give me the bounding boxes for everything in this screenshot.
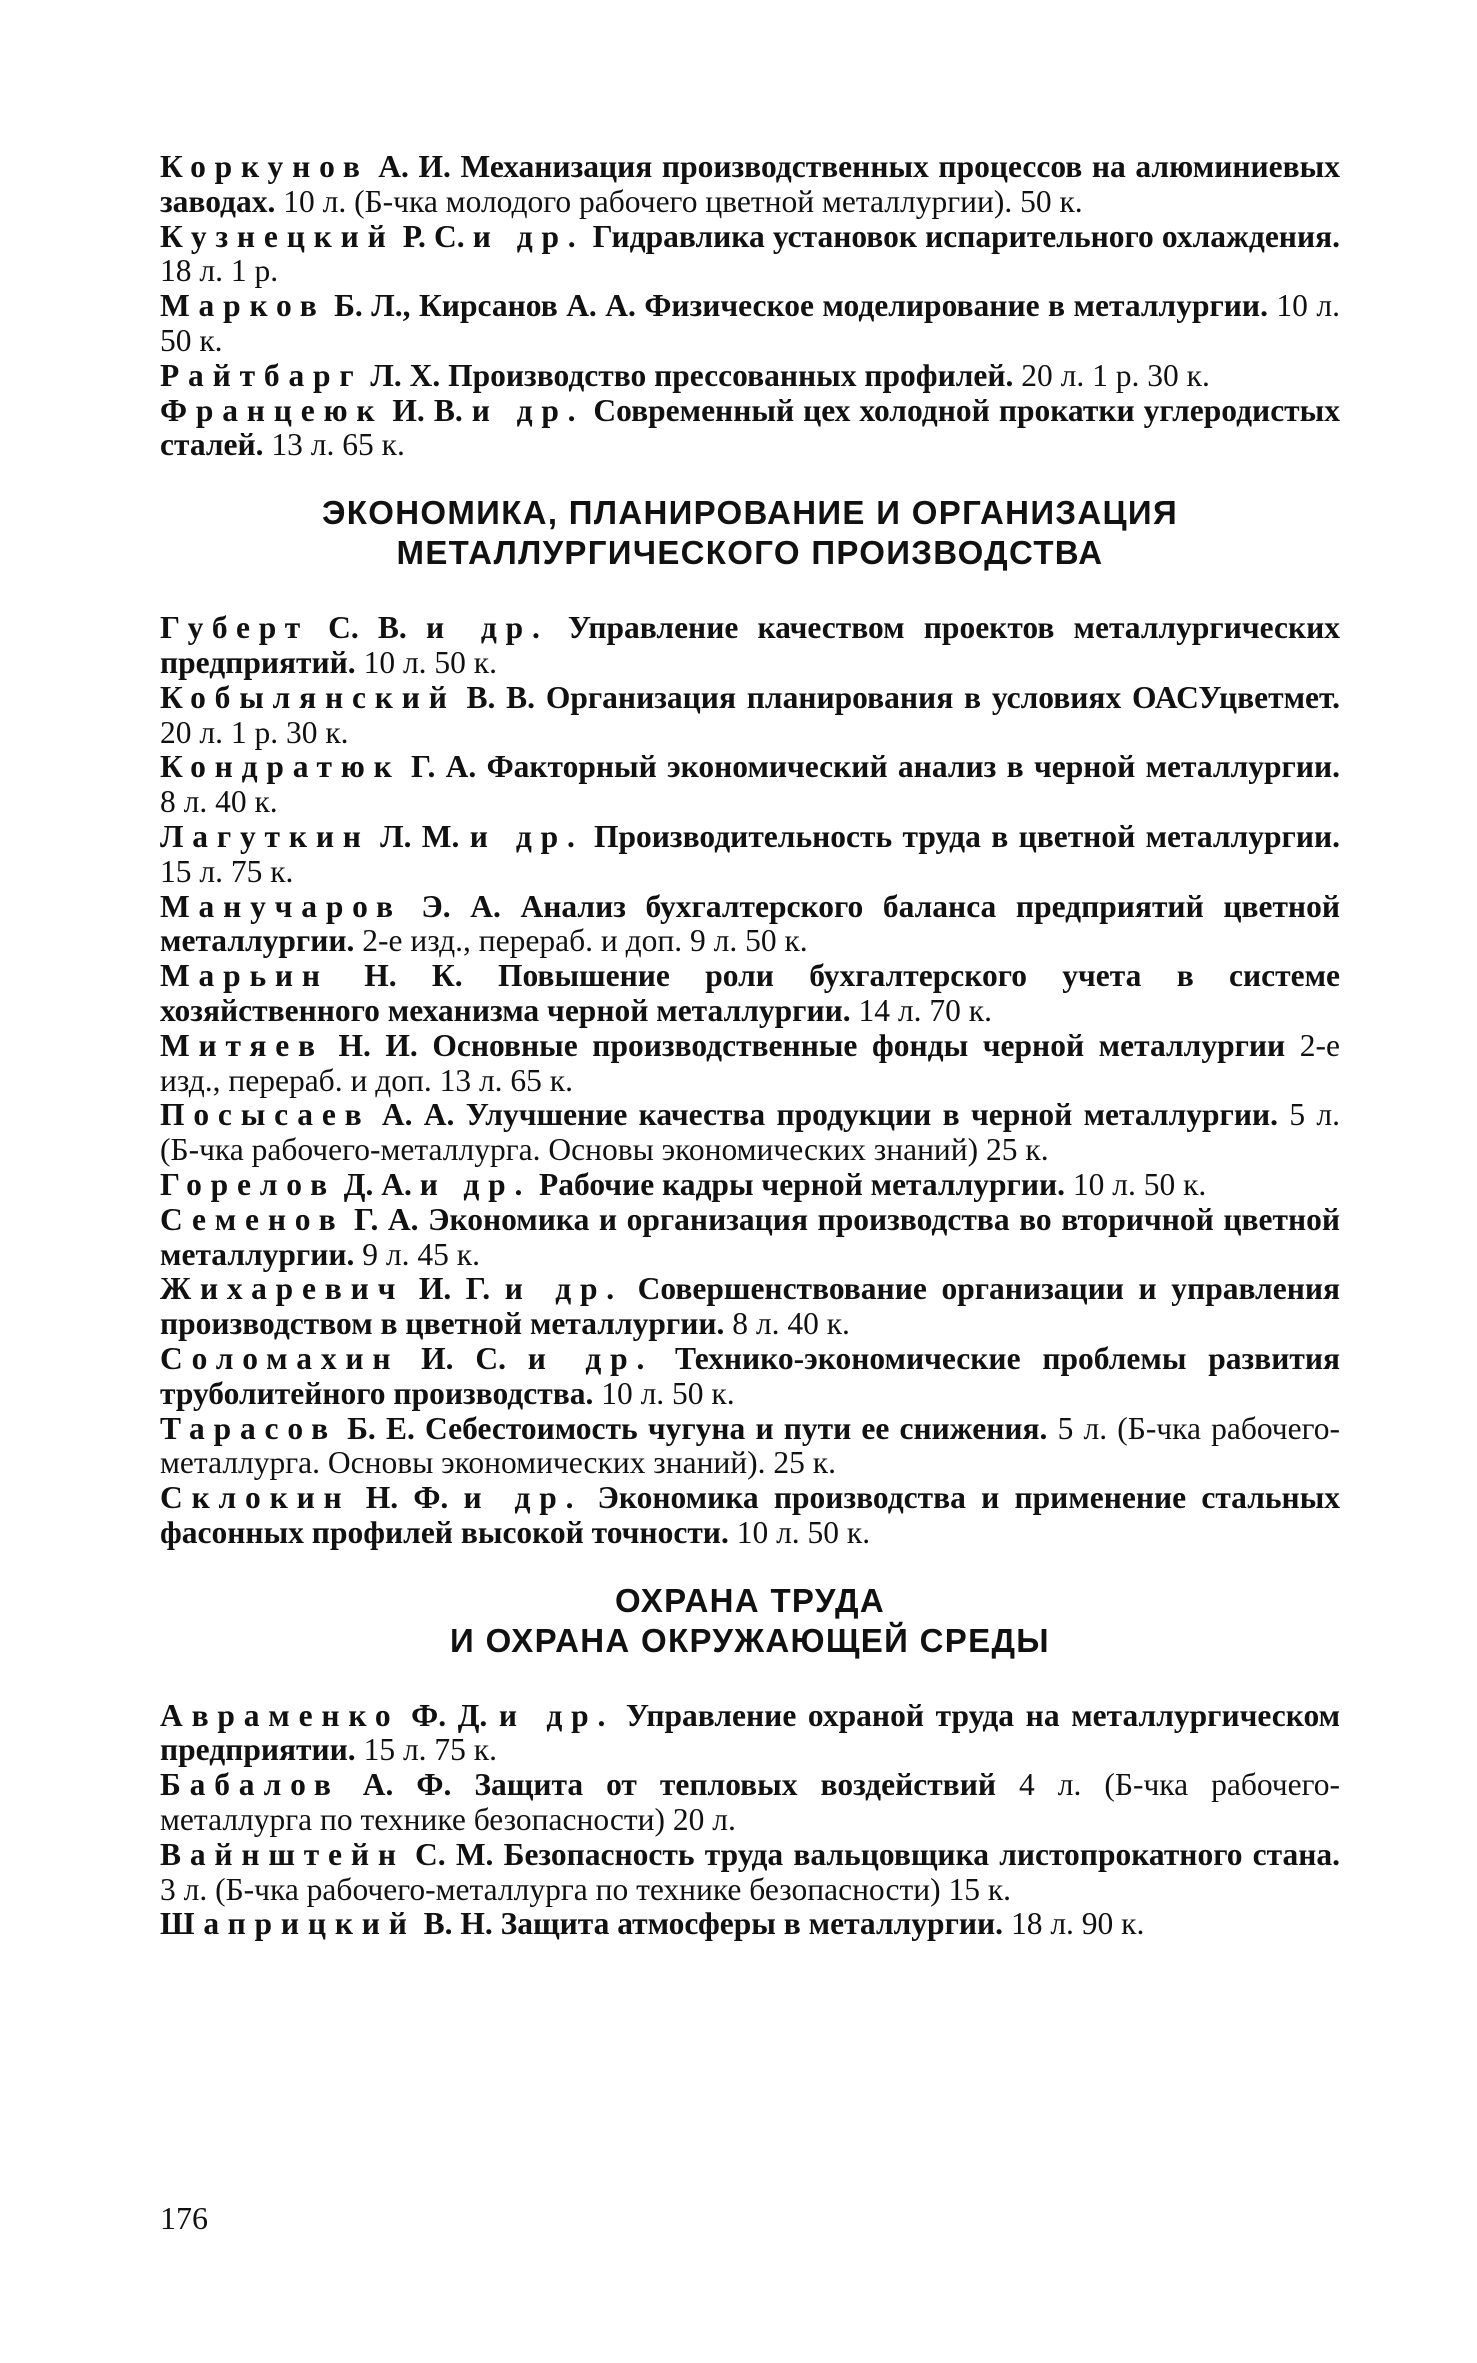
entry-details: 10 л. 50 к. <box>363 644 497 680</box>
bibliography-entry <box>160 1907 1340 1942</box>
entry-author: Соломахин <box>160 1340 400 1376</box>
entry-initials: Н. Ф. <box>365 1480 449 1516</box>
entry-etal: и др. <box>469 818 584 854</box>
entry-author: Францеюк <box>160 392 384 428</box>
entry-title: Основные производственные фонды черной металлургии <box>432 1027 1286 1063</box>
entry-title: Физическое моделирование в металлургии. <box>644 288 1268 324</box>
section-heading-safety <box>160 1581 1340 1661</box>
entry-title: Механизация производственных процессов на алюминиевых заводах. <box>160 149 1341 219</box>
entry-author: Вайнштейн <box>160 1836 405 1872</box>
bibliography-entry <box>160 1838 1340 1908</box>
bibliography-entry <box>160 359 1340 394</box>
entry-initials: Г. А. <box>410 749 477 785</box>
entry-initials: Б. Е. <box>347 1410 415 1446</box>
entry-details: 3 л. (Б-чка рабочего-металлурга по технике безопасности) 15 к. <box>160 1871 1011 1907</box>
entry-author: Кузнецкий <box>160 218 395 254</box>
entry-details: 10 л. 50 к. <box>160 288 1340 358</box>
entry-details: 20 л. 1 р. 30 к. <box>1021 357 1210 393</box>
entry-initials: Ф. Д. <box>411 1697 488 1733</box>
bibliography-entry <box>160 289 1340 359</box>
entry-details: 2-е изд., перераб. и доп. 9 л. 50 к. <box>362 923 808 959</box>
entry-initials: Л. Х. <box>370 357 441 393</box>
bibliography-entry <box>160 1412 1340 1482</box>
entry-initials: А. А. <box>381 1097 455 1133</box>
entry-details: 14 л. 70 к. <box>858 992 992 1028</box>
entry-etal: и др. <box>527 1340 654 1376</box>
entry-details: 10 л. 50 к. <box>601 1375 735 1411</box>
bibliography-entry <box>160 820 1340 890</box>
entry-initials: Р. С. <box>402 218 465 254</box>
entry-title: Гидравлика установок испарительного охлаждения. <box>592 218 1341 254</box>
entry-initials: В. В. <box>466 679 536 715</box>
entry-details: 15 л. 75 к. <box>363 1732 497 1768</box>
bibliography-entry <box>160 220 1340 290</box>
entry-initials: Б. Л., Кирсанов А. А. <box>334 288 636 324</box>
bibliography-entry <box>160 1768 1340 1838</box>
entry-details: 8 л. 40 к. <box>732 1306 850 1342</box>
entry-etal: и др. <box>498 1697 615 1733</box>
entry-details: 5 л. (Б-чка рабочего-металлурга. Основы экономических знаний). 25 к. <box>160 1410 1341 1481</box>
entry-author: Манучаров <box>160 888 402 924</box>
entry-initials: А. И. <box>378 149 451 184</box>
entry-title: Себестоимость чугуна и пути ее снижения. <box>425 1410 1048 1446</box>
bibliography-entry <box>160 1481 1340 1551</box>
entry-author: Кондратюк <box>160 749 401 785</box>
entry-initials: А. Ф. <box>362 1767 452 1803</box>
entry-author: Тарасов <box>160 1410 337 1446</box>
entry-details: 8 л. 40 к. <box>160 784 278 820</box>
bibliography-entry <box>160 150 1340 220</box>
entry-details: 2-е изд., перераб. и доп. 13 л. 65 к. <box>160 1027 1341 1098</box>
entry-etal: и др. <box>419 1166 532 1202</box>
entry-initials: И. В. <box>392 392 463 428</box>
entry-author: Горелов <box>160 1166 336 1202</box>
bibliography-entry <box>160 959 1340 1029</box>
entry-details: 10 л. (Б-чка молодого рабочего цветной металлургии). 50 к. <box>283 183 1083 219</box>
bibliography-entry <box>160 394 1340 464</box>
entry-details: 10 л. 50 к. <box>736 1514 871 1550</box>
entry-title: Анализ бухгалтерского баланса предприятий цветной металлургии. <box>160 888 1340 959</box>
entry-author: Марков <box>160 288 326 324</box>
bibliography-entry <box>160 1272 1340 1342</box>
entry-details: 18 л. 90 к. <box>1010 1906 1145 1942</box>
entry-author: Кобылянский <box>160 679 456 715</box>
entry-author: Лагуткин <box>160 818 370 854</box>
entry-title: Управление качеством проектов металлургических предприятий. <box>160 610 1341 680</box>
entry-title: Управление охраной труда на металлургическом предприятии. <box>160 1697 1341 1768</box>
bibliography-entry <box>160 750 1340 820</box>
entry-title: Экономика и организация производства во вторичной цветной металлургии. <box>160 1201 1341 1272</box>
entry-title: Современный цех холодной прокатки углеродистых сталей. <box>160 392 1340 463</box>
entry-initials: Г. А. <box>354 1201 419 1237</box>
entry-title: Факторный экономический анализ в черной металлургии. <box>486 749 1340 785</box>
entry-title: Производство прессованных профилей. <box>448 357 1014 393</box>
entry-initials: Д. А. <box>343 1166 412 1202</box>
entry-details: 13 л. 65 к. <box>271 427 405 463</box>
bibliography-page <box>160 150 1340 1942</box>
top-entries <box>160 150 1340 463</box>
entry-initials: С. М. <box>415 1836 494 1872</box>
heading-line: МЕТАЛЛУРГИЧЕСКОГО ПРОИЗВОДСТВА <box>396 534 1104 572</box>
bibliography-entry <box>160 1699 1340 1769</box>
entry-author: Марьин <box>160 958 329 994</box>
entry-author: Митяев <box>160 1027 324 1063</box>
safety-entries <box>160 1699 1340 1943</box>
entry-author: Склокин <box>160 1480 351 1516</box>
entry-title: Совершенствование организации и управления производством в цветной металлургии. <box>160 1271 1341 1342</box>
heading-line: ЭКОНОМИКА, ПЛАНИРОВАНИЕ И ОРГАНИЗАЦИЯ <box>321 494 1179 532</box>
entry-author: Авраменко <box>160 1697 400 1733</box>
entry-title: Защита атмосферы в металлургии. <box>500 1906 1004 1942</box>
entry-details: 5 л. (Б-чка рабочего-металлурга. Основы экономических знаний) 25 к. <box>160 1097 1340 1168</box>
heading-line: И ОХРАНА ОКРУЖАЮЩЕЙ СРЕДЫ <box>450 1621 1050 1659</box>
bibliography-entry <box>160 681 1340 751</box>
entry-etal: и др. <box>425 610 549 646</box>
entry-initials: Л. М. <box>380 818 460 854</box>
heading-line: ОХРАНА ТРУДА <box>615 1581 885 1619</box>
entry-title: Технико-экономические проблемы развития труболитейного производства. <box>160 1340 1341 1411</box>
entry-details: 18 л. 1 р. <box>160 253 279 289</box>
entry-author: Посысаев <box>160 1097 371 1133</box>
section-heading-economics <box>160 493 1340 573</box>
economics-entries <box>160 611 1340 1551</box>
entry-author: Жихаревич <box>160 1271 405 1307</box>
bibliography-entry <box>160 1029 1340 1099</box>
entry-title: Улучшение качества продукции в черной металлургии. <box>465 1097 1278 1133</box>
entry-initials: Э. А. <box>421 888 501 924</box>
entry-author: Семенов <box>160 1201 345 1237</box>
entry-author: Коркунов <box>160 149 369 184</box>
entry-title: Безопасность труда вальцовщика листопрокатного стана. <box>503 1836 1341 1872</box>
entry-author: Райтбарг <box>160 357 363 393</box>
bibliography-entry <box>160 1203 1340 1273</box>
entry-title: Экономика производства и применение стальных фасонных профилей высокой точности. <box>160 1480 1341 1550</box>
entry-title: Рабочие кадры черной металлургии. <box>539 1166 1066 1202</box>
entry-details: 4 л. (Б-чка рабочего-металлурга по технике безопасности) 20 л. <box>160 1767 1341 1838</box>
entry-details: 10 л. 50 к. <box>1072 1166 1207 1202</box>
entry-etal: и др. <box>504 1271 623 1307</box>
bibliography-entry <box>160 1342 1340 1412</box>
entry-initials: И. Г. <box>418 1271 491 1307</box>
bibliography-entry <box>160 1098 1340 1168</box>
entry-etal: и др. <box>471 392 585 428</box>
entry-title: Повышение роли бухгалтерского учета в системе хозяйственного механизма черной металлургии. <box>160 958 1341 1028</box>
entry-author: Губерт <box>160 610 309 646</box>
entry-title: Защита от тепловых воздействий <box>474 1767 996 1803</box>
page-number: 176 <box>160 2200 208 2236</box>
bibliography-entry <box>160 890 1340 960</box>
entry-title: Производительность труда в цветной металлургии. <box>594 818 1340 854</box>
entry-details: 20 л. 1 р. 30 к. <box>160 714 349 750</box>
entry-initials: С. В. <box>328 610 407 646</box>
entry-etal: и др. <box>472 218 585 254</box>
entry-initials: Н. К. <box>364 958 463 994</box>
entry-initials: В. Н. <box>423 1906 493 1942</box>
bibliography-entry <box>160 1168 1340 1203</box>
entry-details: 15 л. 75 к. <box>160 853 294 889</box>
entry-author: Шаприцкий <box>160 1906 416 1942</box>
entry-initials: Н. И. <box>338 1027 418 1063</box>
entry-author: Бабалов <box>160 1767 340 1803</box>
entry-etal: и др. <box>463 1480 583 1516</box>
bibliography-entry <box>160 611 1340 681</box>
entry-title: Организация планирования в условиях ОАСУцветмет. <box>545 679 1340 715</box>
entry-initials: И. С. <box>421 1340 506 1376</box>
entry-details: 9 л. 45 к. <box>362 1236 480 1272</box>
